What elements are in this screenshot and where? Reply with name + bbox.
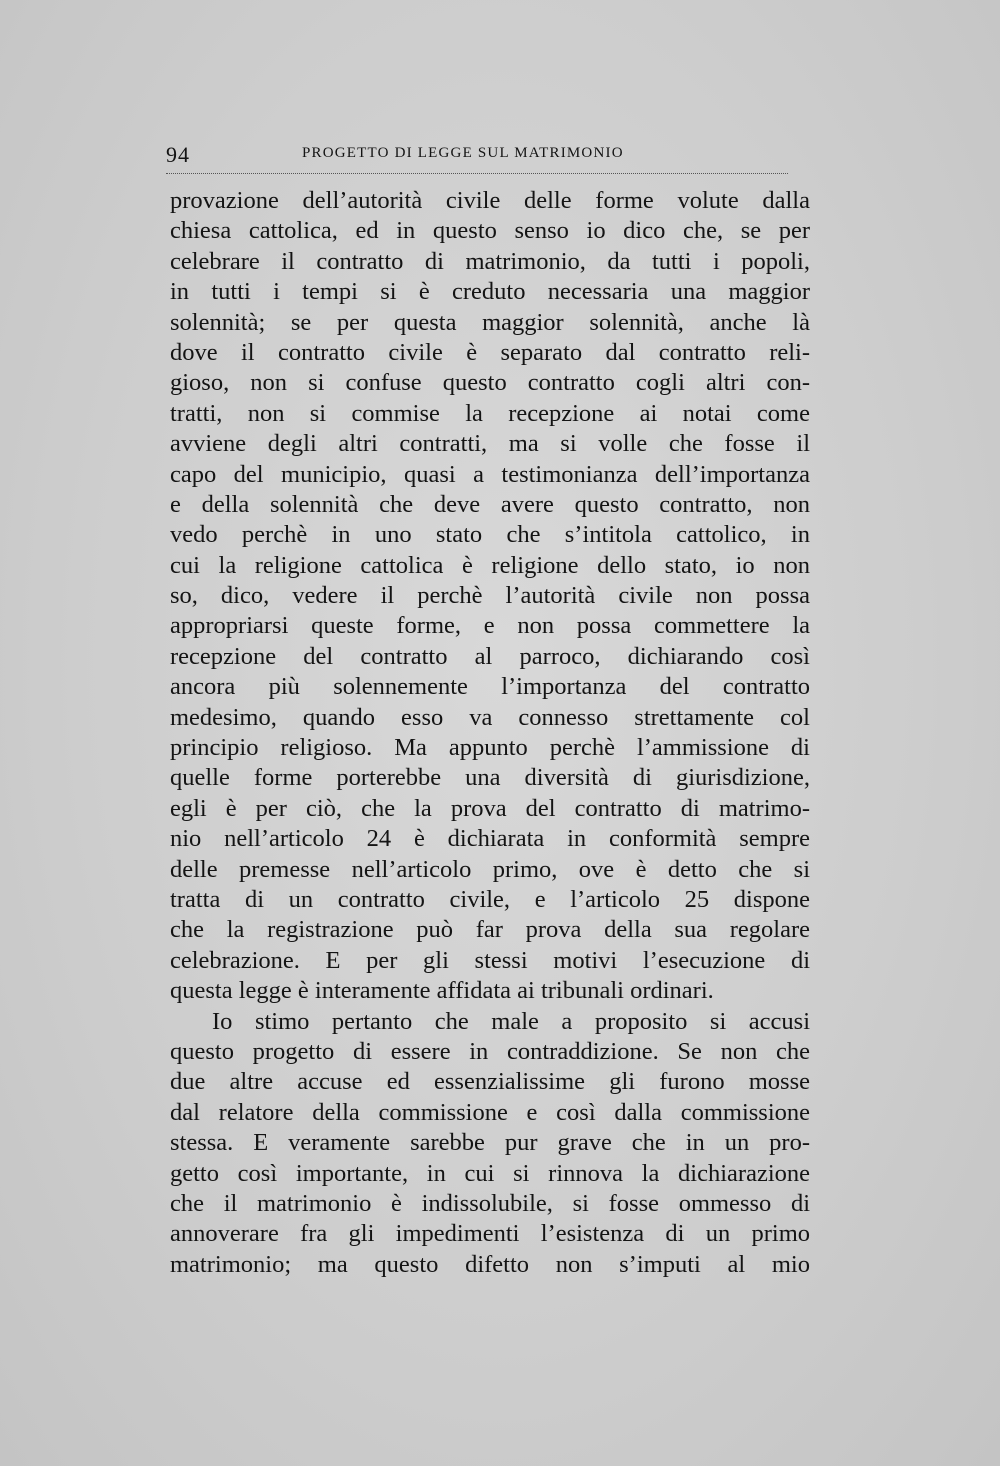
text-line: tratti, non si commise la recepzione ai notai come [170, 399, 810, 427]
text-line: questa legge è interamente affidata ai tribunali ordinari. [170, 977, 714, 1005]
paragraph-2 [170, 1007, 810, 1281]
text-line: avviene degli altri contratti, ma si volle che fosse il [170, 430, 810, 458]
text-line: tratta di un contratto civile, e l’articolo 25 dispone [170, 885, 810, 913]
text-line: matrimonio; ma questo difetto non s’imputi al mio [170, 1250, 810, 1278]
text-line: in tutti i tempi si è creduto necessaria una maggior [170, 278, 810, 306]
text-line: chiesa cattolica, ed in questo senso io dico che, se per [170, 217, 810, 245]
text-line: questo progetto di essere in contraddizione. Se non che [170, 1037, 810, 1065]
text-line: appropriarsi queste forme, e non possa commettere la [170, 612, 810, 640]
text-line: principio religioso. Ma appunto perchè l’ammissione di [170, 734, 810, 762]
text-line: dove il contratto civile è separato dal contratto reli- [170, 338, 810, 366]
text-line: celebrazione. E per gli stessi motivi l’esecuzione di [170, 946, 810, 974]
text-line: provazione dell’autorità civile delle forme volute dalla [170, 187, 810, 214]
text-line: due altre accuse ed essenzialissime gli furono mosse [170, 1068, 810, 1096]
text-line: nio nell’articolo 24 è dichiarata in conformità sempre [170, 825, 810, 853]
body-text [170, 186, 810, 1280]
text-line: celebrare il contratto di matrimonio, da tutti i popoli, [170, 247, 810, 275]
text-line: recepzione del contratto al parroco, dichiarando così [170, 642, 810, 670]
text-line: vedo perchè in uno stato che s’intitola cattolico, in [170, 521, 810, 549]
running-title: PROGETTO DI LEGGE SUL MATRIMONIO [302, 145, 624, 161]
text-line: che il matrimonio è indissolubile, si fosse ommesso di [170, 1189, 810, 1217]
page-number: 94 [166, 142, 190, 167]
text-line: gioso, non si confuse questo contratto cogli altri con- [170, 369, 810, 397]
paragraph-1 [170, 186, 810, 1007]
text-line: annoverare fra gli impedimenti l’esistenza di un primo [170, 1220, 810, 1248]
text-line: dal relatore della commissione e così dalla commissione [170, 1098, 810, 1126]
text-line: capo del municipio, quasi a testimonianza dell’importanza [170, 460, 810, 488]
text-line: e della solennità che deve avere questo contratto, non [170, 490, 810, 518]
text-line: delle premesse nell’articolo primo, ove è detto che si [170, 855, 810, 883]
text-line: getto così importante, in cui si rinnova la dichiarazione [170, 1159, 810, 1187]
text-line: che la registrazione può far prova della sua regolare [170, 916, 810, 944]
text-line: medesimo, quando esso va connesso strettamente col [170, 703, 810, 731]
text-line: Io stimo pertanto che male a proposito si accusi [212, 1007, 810, 1035]
header-rule [166, 173, 788, 174]
text-line: egli è per ciò, che la prova del contratto di matrimo- [170, 794, 810, 822]
text-line: cui la religione cattolica è religione dello stato, io non [170, 551, 810, 579]
text-line: so, dico, vedere il perchè l’autorità civile non possa [170, 582, 810, 610]
text-line: quelle forme porterebbe una diversità di giurisdizione, [170, 764, 810, 792]
running-head [166, 140, 788, 176]
text-line: solennità; se per questa maggior solennità, anche là [170, 308, 810, 336]
text-line: ancora più solennemente l’importanza del contratto [170, 673, 810, 701]
text-line: stessa. E veramente sarebbe pur grave che in un pro- [170, 1129, 810, 1157]
